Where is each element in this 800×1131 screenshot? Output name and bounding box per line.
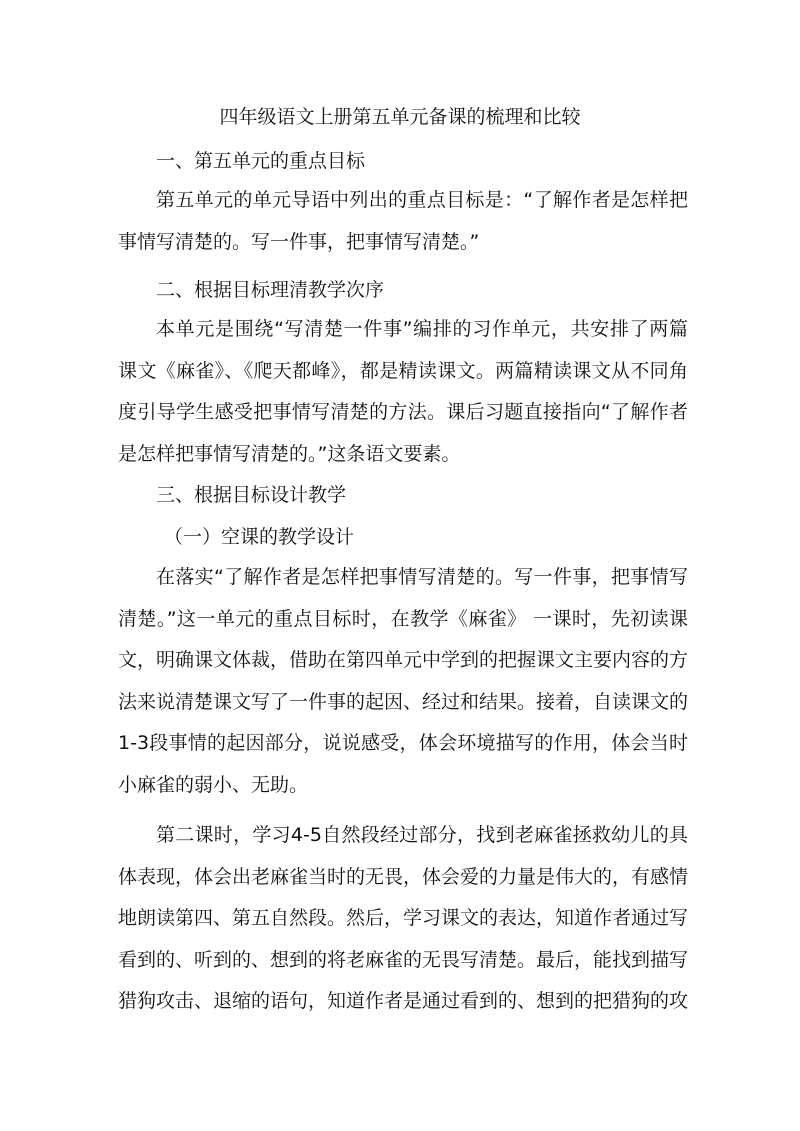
document-title: 四年级语文上册第五单元备课的梳理和比较 bbox=[219, 106, 581, 128]
section-heading-1: 一、第五单元的重点目标 bbox=[156, 150, 366, 172]
section-heading-2: 二、根据目标理清教学次序 bbox=[156, 279, 385, 301]
section-heading-3: 三、根据目标设计教学 bbox=[156, 484, 347, 506]
paragraph-2: 本单元是围绕“写清楚一件事”编排的习作单元，共安排了两篇课文《麻雀》、《爬天都峰》，都是精读课文。两篇精读课文从不同角度引导学生感受把事情写清楚的方法。课后习题直接指向“了解作者是怎样把事情写清楚的。”这条语文要素。 bbox=[118, 318, 688, 465]
paragraph-4: 第二课时，学习4-5自然段经过部分，找到老麻雀拯救幼儿的具体表现，体会出老麻雀当时的无畏，体会爱的力量是伟大的，有感情地朗读第四、第五自然段。然后，学习课文的表达，知道作者通过写看到的、听到的、想到的将老麻雀的无畏写清楚。最后，能找到描写猎狗攻击、退缩的语句，知道作者是通过看到的、想到的把猎狗的攻 bbox=[118, 824, 689, 1013]
subsection-heading-1: （一）空课的教学设计 bbox=[164, 526, 355, 548]
paragraph-1: 第五单元的单元导语中列出的重点目标是：“了解作者是怎样把事情写清楚的。写一件事，把事情写清楚。” bbox=[118, 189, 688, 253]
paragraph-3: 在落实“了解作者是怎样把事情写清楚的。写一件事，把事情写清楚。”这一单元的重点目标时，在教学《麻雀》 一课时，先初读课文，明确课文体裁，借助在第四单元中学到的把握课文主要内容的方法来说清楚课文写了一件事的起因、经过和结果。接着，自读课文的1-3段事情的起因部分，说说感受，体会环境描写的作用，体会当时小麻雀的弱小、无助。 bbox=[118, 566, 689, 796]
